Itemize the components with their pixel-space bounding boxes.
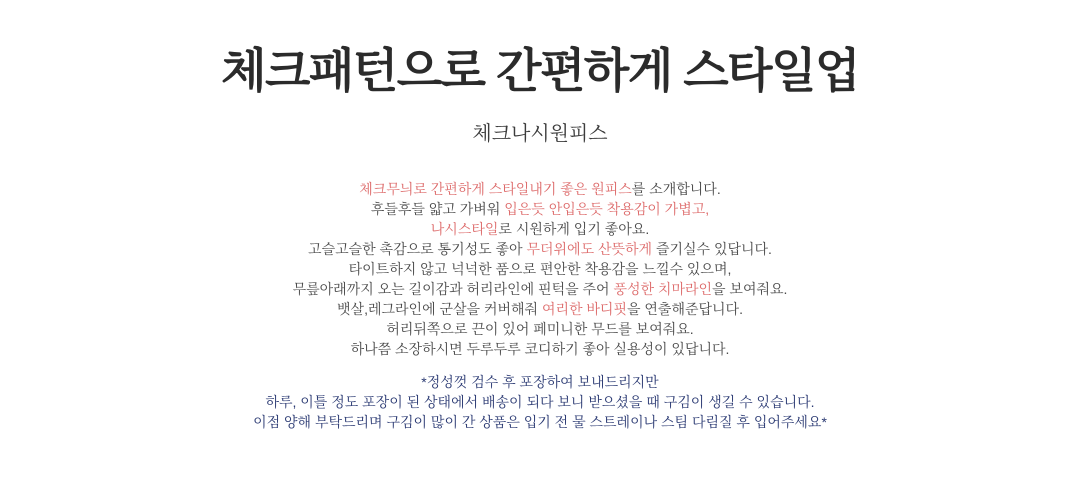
page-title: 체크패턴으로 간편하게 스타일업 [221, 44, 859, 97]
body-text: 뱃살,레그라인에 군살을 커버해줘 [337, 301, 542, 318]
description-line [0, 339, 1080, 359]
body-text: 고슬고슬한 촉감으로 통기성도 좋아 [308, 241, 527, 258]
description-line [0, 199, 1080, 219]
accent-text: 체크무늬로 간편하게 스타일내기 좋은 원피스 [359, 181, 632, 198]
accent-text: 여리한 바디핏 [541, 301, 627, 318]
description-line [0, 259, 1080, 279]
accent-text: 무더위에도 산뜻하게 [526, 241, 653, 258]
accent-text: 입은듯 안입은듯 착용감이 가볍고, [504, 201, 710, 218]
body-text: 하나쯤 소장하시면 두루두루 코디하기 좋아 실용성이 있답니다. [350, 341, 730, 358]
description-line [0, 299, 1080, 319]
body-text: 을 보여줘요. [712, 281, 788, 298]
description-line [0, 179, 1080, 199]
body-text: 로 시원하게 입기 좋아요. [498, 221, 650, 238]
notice-block [0, 372, 1080, 432]
accent-text: 나시스타일 [430, 221, 499, 238]
description-line [0, 319, 1080, 339]
body-text: 후들후들 얇고 가벼워 [370, 201, 505, 218]
notice-line: 하루, 이틀 정도 포장이 된 상태에서 배송이 되다 보니 받으셨을 때 구김이 생길 수 있습니다. [265, 394, 815, 411]
body-text: 를 소개합니다. [631, 181, 721, 198]
description-line [0, 239, 1080, 259]
description-line [0, 219, 1080, 239]
body-text: 즐기실수 있답니다. [652, 241, 772, 258]
body-text: 무릎아래까지 오는 길이감과 허리라인에 핀턱을 주어 [292, 281, 614, 298]
body-text: 타이트하지 않고 넉넉한 품으로 편안한 착용감을 느낄수 있으며, [348, 261, 732, 278]
notice-line: *정성껏 검수 후 포장하여 보내드리지만 [421, 374, 659, 391]
description-line [0, 279, 1080, 299]
accent-text: 풍성한 치마라인 [613, 281, 713, 298]
body-text: 을 연출해준답니다. [626, 301, 743, 318]
page-subtitle: 체크나시원피스 [472, 123, 608, 146]
description-block [0, 179, 1080, 359]
notice-line: 이점 양해 부탁드리며 구김이 많이 간 상품은 입기 전 물 스트레이나 스팀 다림질 후 입어주세요* [253, 414, 827, 431]
body-text: 허리뒤쪽으로 끈이 있어 페미니한 무드를 보여줘요. [386, 321, 694, 338]
